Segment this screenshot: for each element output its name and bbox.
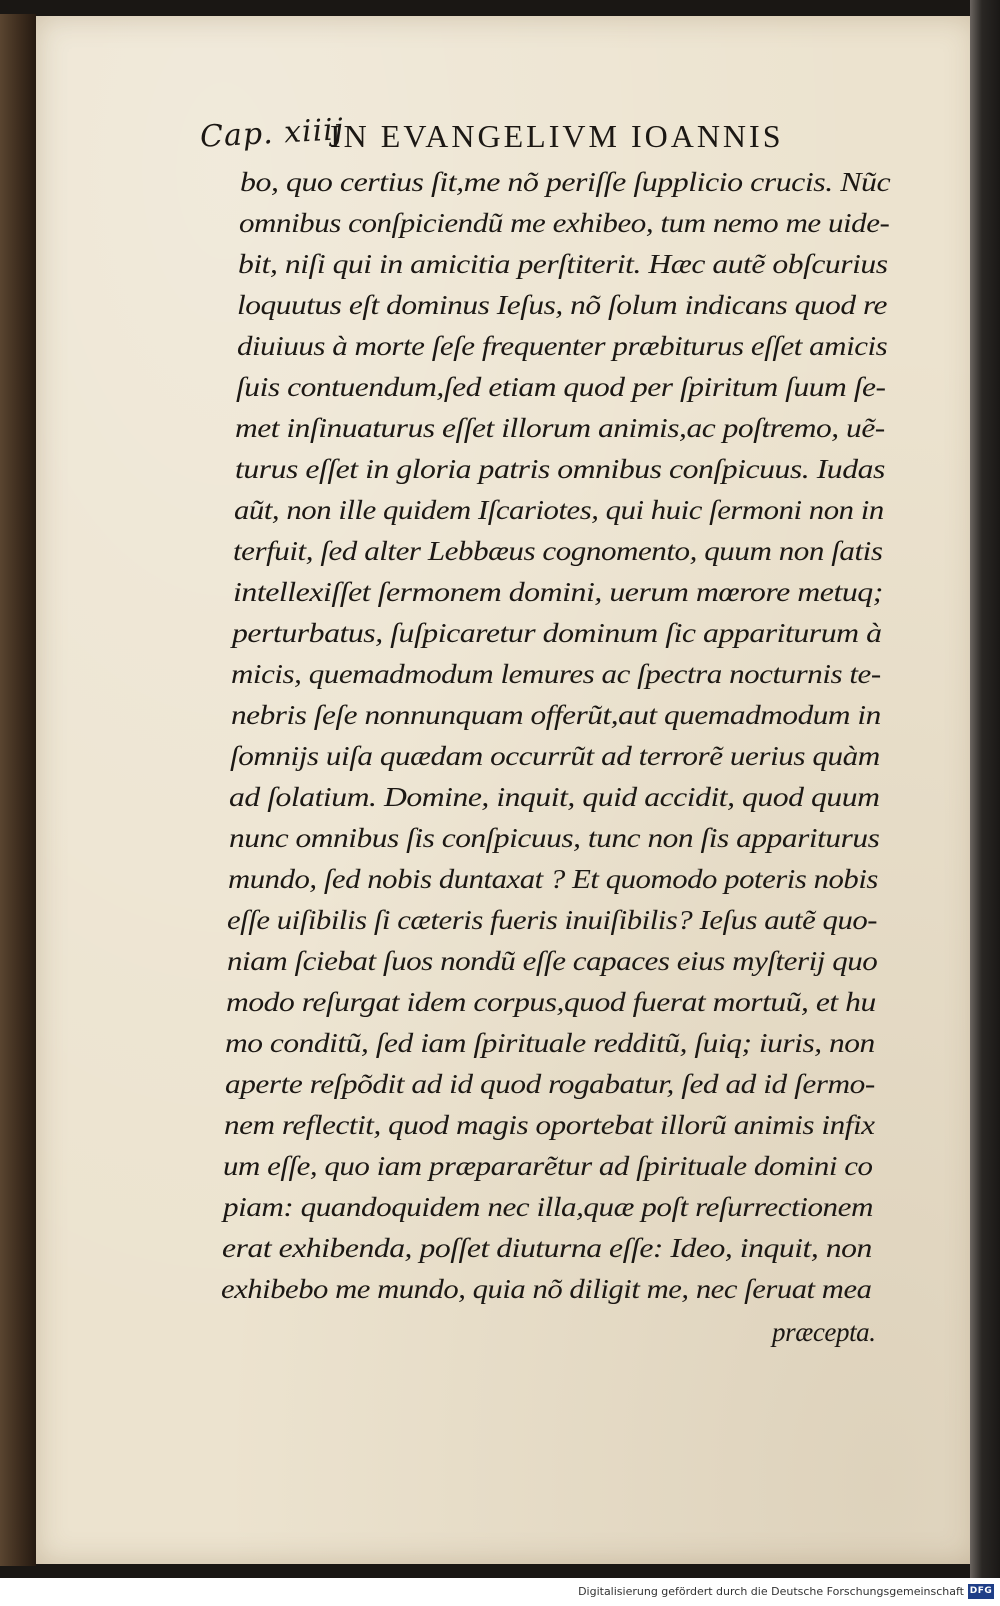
running-title: IN EVANGELIVM IOANNIS (330, 118, 784, 154)
text-line: ſuis contuendum,ſed etiam quod per ſpiritum ſuum ſe- (236, 372, 886, 402)
text-line: mo conditũ, ſed iam ſpirituale redditũ, ſuiq; iuris, non (225, 1028, 875, 1058)
text-line: perturbatus, ſuſpicaretur dominum ſic appariturum à (232, 618, 882, 648)
text-line: turus eſſet in gloria patris omnibus conſpicuus. Iudas (235, 454, 885, 484)
text-line: loquutus eſt dominus Ieſus, nõ ſolum indicans quod re (237, 290, 888, 320)
text-line: niam ſciebat ſuos nondũ eſſe capaces eius myſterij quo (227, 946, 878, 976)
text-line: ſomnijs uiſa quædam occurrũt ad terrorẽ uerius quàm (230, 741, 880, 771)
marginal-chapter-note: Cap. xiiij (199, 112, 345, 155)
text-line: nem reflectit, quod magis oportebat illorũ animis infix (224, 1110, 875, 1140)
footer-bar (0, 1578, 1000, 1606)
text-line: ad ſolatium. Domine, inquit, quid accidit, quod quum (229, 782, 880, 812)
text-line: mundo, ſed nobis duntaxat ? Et quomodo poteris nobis (228, 864, 878, 894)
last-line: præcepta. (772, 1317, 876, 1347)
page-header (199, 112, 880, 156)
text-line: met inſinuaturus eſſet illorum animis,ac poſtremo, uẽ- (235, 413, 885, 443)
text-line: omnibus conſpiciendũ me exhibeo, tum nemo me uide- (239, 208, 890, 238)
text-line: erat exhibenda, poſſet diuturna eſſe: Ideo, inquit, non (222, 1233, 872, 1263)
text-line: piam: quandoquidem nec illa,quæ poſt reſurrectionem (223, 1192, 874, 1222)
text-line: exhibebo me mundo, quia nõ diligit me, nec ſeruat mea (221, 1274, 872, 1304)
text-line: intellexiſſet ſermonem domini, uerum mœrore metuq; (233, 577, 883, 607)
text-line: diuiuus à morte ſeſe frequenter præbiturus eſſet amicis (237, 331, 888, 361)
page-right-edge (970, 0, 1000, 1578)
dfg-logo-icon: DFG (968, 1584, 994, 1599)
book-cover-edge (0, 14, 36, 1566)
text-line: terfuit, ſed alter Lebbæus cognomento, quum non ſatis (233, 536, 883, 566)
text-line: nebris ſeſe nonnunquam offerũt,aut quemadmodum in (231, 700, 881, 730)
text-line: eſſe uiſibilis ſi cæteris fueris inuiſibilis? Ieſus autẽ quo- (227, 905, 878, 935)
text-line: nunc omnibus ſis conſpicuus, tunc non ſis appariturus (229, 823, 880, 853)
text-line: modo reſurgat idem corpus,quod fuerat mortuũ, et hu (226, 987, 876, 1017)
text-line: micis, quemadmodum lemures ac ſpectra nocturnis te- (231, 659, 881, 689)
text-line: um eſſe, quo iam præpararẽtur ad ſpirituale domini co (223, 1151, 873, 1181)
digitization-credit: Digitalisierung gefördert durch die Deutsche Forschungsgemeinschaft (578, 1585, 964, 1598)
text-line: aũt, non ille quidem Iſcariotes, qui huic ſermoni non in (234, 495, 884, 525)
text-line: bo, quo certius ſit,me nõ periſſe ſupplicio crucis. Nũc (240, 167, 891, 197)
text-line: bit, niſi qui in amicitia perſtiterit. Hæc autẽ obſcurius (238, 249, 888, 279)
text-line: aperte reſpõdit ad id quod rogabatur, ſed ad id ſermo- (225, 1069, 875, 1099)
